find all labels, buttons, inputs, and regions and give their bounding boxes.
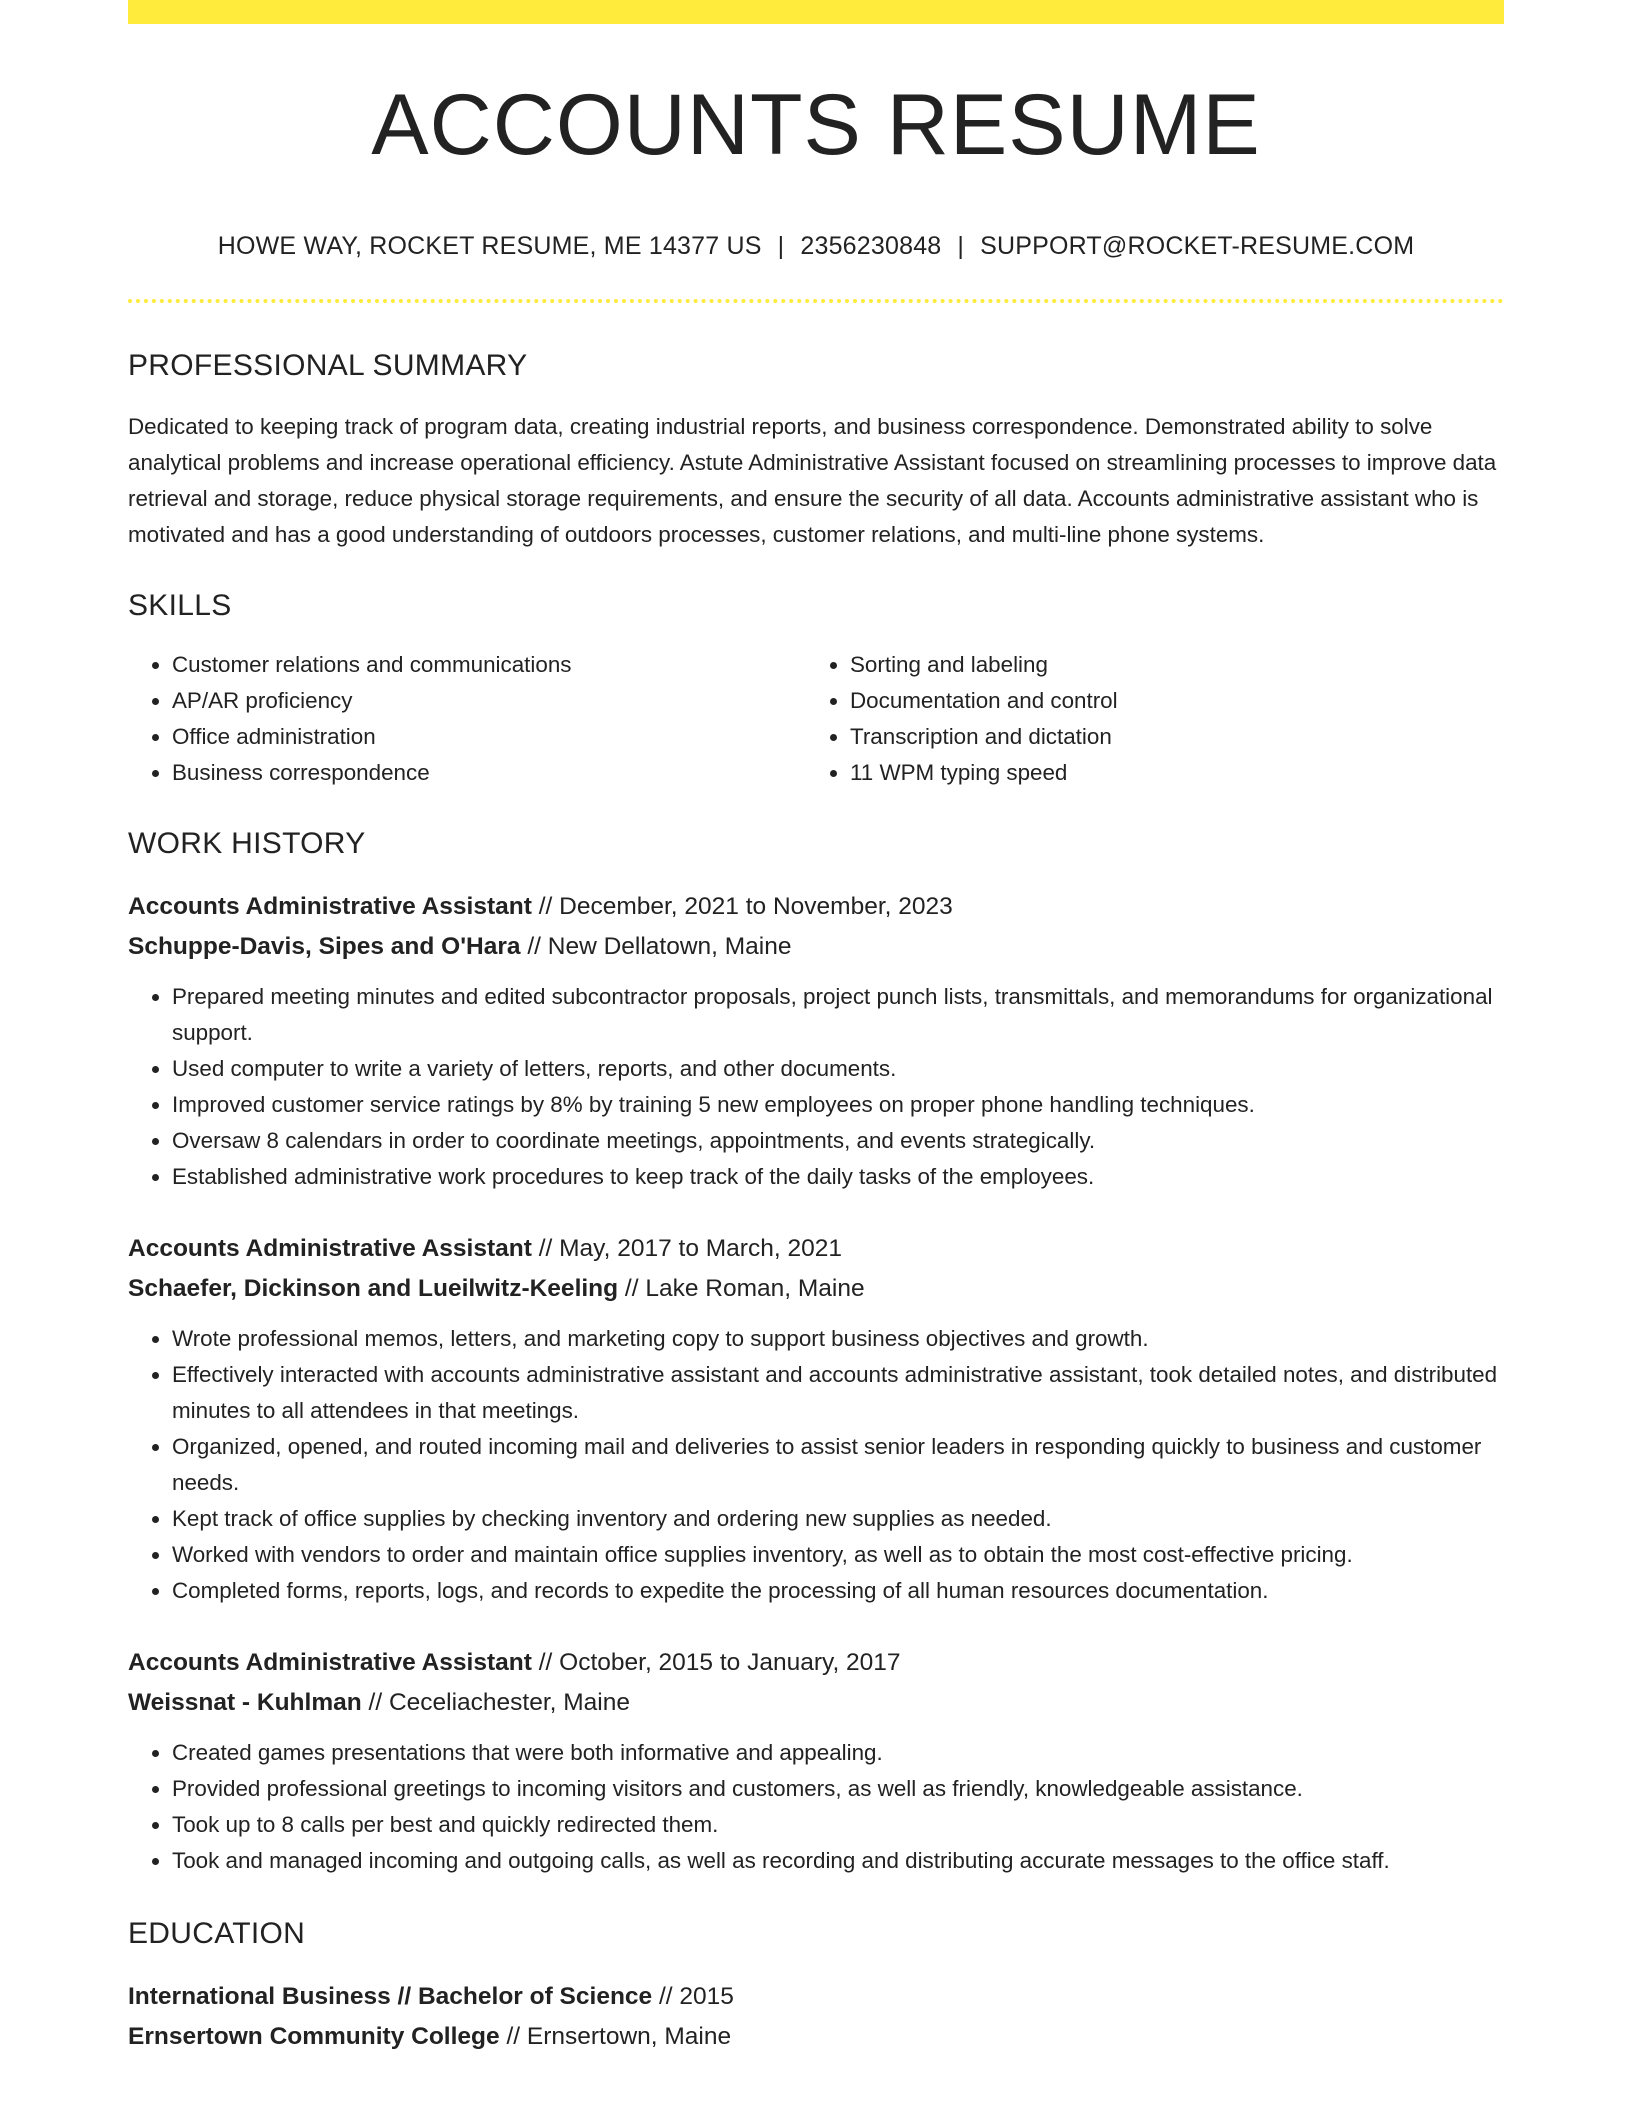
job-dates: May, 2017 to March, 2021 — [559, 1235, 842, 1262]
job-bullet: • Created games presentations that were both informative and appealing. — [172, 1735, 1504, 1771]
job-bullet-list — [128, 1735, 1504, 1879]
resume-page — [128, 0, 1504, 2057]
education-degree: International Business // Bachelor of Science — [128, 1983, 653, 2010]
job-role-line — [128, 887, 1504, 927]
job-bullet: • Improved customer service ratings by 8% by training 5 new employees on proper phone handling techniques. — [172, 1087, 1504, 1123]
education-separator: // — [652, 1983, 680, 2010]
education-separator: // — [499, 2023, 527, 2050]
education-school-line — [128, 2017, 1504, 2057]
job-role: Accounts Administrative Assistant — [128, 1649, 532, 1676]
skill-item: • Business correspondence — [172, 755, 806, 791]
job-separator: // — [361, 1689, 389, 1716]
contact-line — [128, 234, 1504, 259]
job-location: New Dellatown, Maine — [547, 933, 792, 960]
job-bullet: • Prepared meeting minutes and edited subcontractor proposals, project punch lists, transmittals, and memorandums for organizational support. — [172, 979, 1504, 1051]
job-role-line — [128, 1643, 1504, 1683]
job-bullet-list — [128, 1321, 1504, 1609]
skills-columns — [128, 647, 1504, 791]
job-dates: December, 2021 to November, 2023 — [559, 893, 953, 920]
job-entry — [128, 1229, 1504, 1609]
job-location: Lake Roman, Maine — [645, 1275, 865, 1302]
skill-item: • AP/AR proficiency — [172, 683, 806, 719]
job-bullet: • Oversaw 8 calendars in order to coordinate meetings, appointments, and events strategically. — [172, 1123, 1504, 1159]
work-history-heading: WORK HISTORY — [128, 827, 366, 860]
job-bullet: • Completed forms, reports, logs, and records to expedite the processing of all human resources documentation. — [172, 1573, 1504, 1609]
job-company-line — [128, 927, 1504, 967]
job-bullet: • Took up to 8 calls per best and quickly redirected them. — [172, 1807, 1504, 1843]
job-bullet: • Used computer to write a variety of letters, reports, and other documents. — [172, 1051, 1504, 1087]
education-school: Ernsertown Community College — [128, 2023, 500, 2050]
contact-email: SUPPORT@ROCKET-RESUME.COM — [980, 232, 1415, 260]
skill-item: • Sorting and labeling — [850, 647, 1484, 683]
skill-item: • Customer relations and communications — [172, 647, 806, 683]
job-entry — [128, 887, 1504, 1195]
job-bullet: • Effectively interacted with accounts administrative assistant and accounts administrative assistant, took detailed notes, and distributed minutes to all attendees in that meetings. — [172, 1357, 1504, 1429]
job-bullet-list — [128, 979, 1504, 1195]
summary-heading: PROFESSIONAL SUMMARY — [128, 349, 528, 382]
job-bullet: • Provided professional greetings to incoming visitors and customers, as well as friendly, knowledgeable assistance. — [172, 1771, 1504, 1807]
skill-item: • Documentation and control — [850, 683, 1484, 719]
job-role-line — [128, 1229, 1504, 1269]
job-dates: October, 2015 to January, 2017 — [559, 1649, 901, 1676]
job-entry — [128, 1643, 1504, 1879]
skills-left-list — [128, 647, 806, 791]
job-bullet: • Took and managed incoming and outgoing calls, as well as recording and distributing accurate messages to the office staff. — [172, 1843, 1504, 1879]
skill-item: • 11 WPM typing speed — [850, 755, 1484, 791]
resume-title: ACCOUNTS RESUME — [371, 77, 1261, 173]
skills-right-list — [806, 647, 1484, 791]
job-separator: // — [531, 893, 560, 920]
job-bullet: • Worked with vendors to order and maintain office supplies inventory, as well as to obtain the most cost-effective pricing. — [172, 1537, 1504, 1573]
job-company: Schuppe-Davis, Sipes and O'Hara — [128, 933, 521, 960]
job-separator: // — [531, 1235, 560, 1262]
job-company-line — [128, 1683, 1504, 1723]
job-bullet: • Wrote professional memos, letters, and marketing copy to support business objectives and growth. — [172, 1321, 1504, 1357]
contact-separator: | — [957, 232, 965, 260]
education-year: 2015 — [679, 1983, 734, 2010]
job-bullet: • Kept track of office supplies by checking inventory and ordering new supplies as needed. — [172, 1501, 1504, 1537]
job-separator: // — [520, 933, 548, 960]
job-location: Ceceliachester, Maine — [388, 1689, 630, 1716]
job-bullet: • Organized, opened, and routed incoming mail and deliveries to assist senior leaders in responding quickly to business and customer needs. — [172, 1429, 1504, 1501]
education-location: Ernsertown, Maine — [526, 2023, 732, 2050]
contact-address: HOWE WAY, ROCKET RESUME, ME 14377 US — [217, 232, 762, 260]
job-role: Accounts Administrative Assistant — [128, 1235, 532, 1262]
contact-separator: | — [777, 232, 785, 260]
job-company-line — [128, 1269, 1504, 1309]
dotted-divider — [128, 299, 1504, 303]
skill-item: • Transcription and dictation — [850, 719, 1484, 755]
job-company: Weissnat - Kuhlman — [128, 1689, 362, 1716]
education-entry — [128, 1977, 1504, 2057]
job-role: Accounts Administrative Assistant — [128, 893, 532, 920]
skills-heading: SKILLS — [128, 589, 232, 622]
job-separator: // — [531, 1649, 560, 1676]
job-company: Schaefer, Dickinson and Lueilwitz-Keeling — [128, 1275, 619, 1302]
job-bullet: • Established administrative work procedures to keep track of the daily tasks of the employees. — [172, 1159, 1504, 1195]
accent-top-bar — [128, 0, 1504, 24]
contact-phone: 2356230848 — [800, 232, 942, 260]
skill-item: • Office administration — [172, 719, 806, 755]
education-heading: EDUCATION — [128, 1917, 306, 1950]
job-separator: // — [618, 1275, 646, 1302]
summary-text: Dedicated to keeping track of program data, creating industrial reports, and business correspondence. Demonstrated ability to solve analytical problems and increase operational efficiency. Astute Administrative Assistant focused on streamlining processes to improve data retrieval and storage, reduce physical storage requirements, and ensure the security of all data. Accounts administrative assistant who is motivated and has a good understanding of outdoors processes, customer relations, and multi-line phone systems. — [128, 414, 1497, 547]
education-degree-line — [128, 1977, 1504, 2017]
